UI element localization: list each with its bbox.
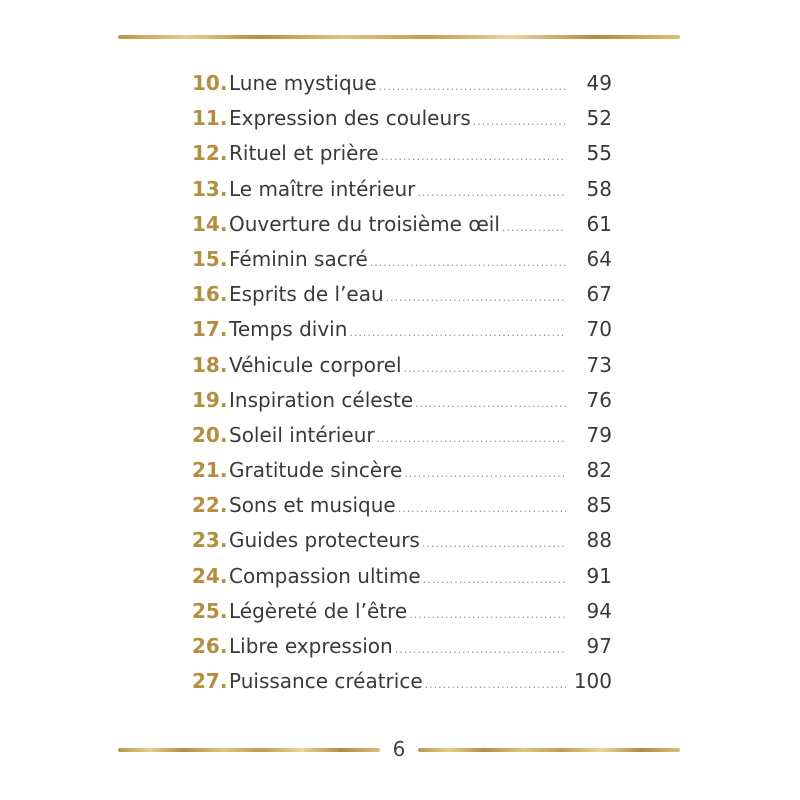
- toc-entry-page: 64: [586, 246, 612, 271]
- toc-entry-number: 20.: [192, 422, 228, 447]
- toc-entry-number: 11.: [192, 106, 228, 131]
- toc-entry[interactable]: [192, 453, 612, 488]
- toc-entry-number: 19.: [192, 387, 228, 412]
- toc-entry-title: Rituel et prière: [229, 141, 379, 166]
- dot-leader: [409, 597, 566, 632]
- toc-entry[interactable]: [192, 629, 612, 664]
- toc-entry[interactable]: [192, 277, 612, 312]
- toc-entry-number: 13.: [192, 176, 228, 201]
- toc-entry-number: 24.: [192, 563, 228, 588]
- toc-entry-title: Gratitude sincère: [229, 458, 403, 483]
- toc-entry-number: 21.: [192, 458, 228, 483]
- toc-entry-number: 25.: [192, 598, 228, 623]
- toc-entry-title: Compassion ultime: [229, 563, 421, 588]
- toc-entry-title: Temps divin: [229, 317, 348, 342]
- dot-leader: [398, 491, 566, 526]
- dot-leader: [395, 632, 566, 667]
- dot-leader: [425, 667, 566, 702]
- toc-entry[interactable]: [192, 66, 612, 101]
- dot-leader: [377, 421, 566, 456]
- toc-entry-title: Expression des couleurs: [229, 106, 471, 131]
- dot-leader: [422, 526, 566, 561]
- toc-entry-number: 26.: [192, 634, 228, 658]
- toc-entry-number: 15.: [192, 246, 228, 271]
- toc-entry[interactable]: [192, 664, 612, 699]
- toc-entry-title: Puissance créatrice: [229, 669, 423, 694]
- page-number: 6: [392, 737, 406, 761]
- dot-leader: [404, 456, 566, 491]
- toc-entry-page: 82: [586, 458, 612, 483]
- bottom-left-gold-rule: [118, 748, 380, 752]
- toc-entry-title: Sons et musique: [229, 493, 396, 518]
- toc-entry[interactable]: [192, 242, 612, 277]
- toc-entry[interactable]: [192, 418, 612, 453]
- toc-entry-title: Soleil intérieur: [229, 422, 375, 447]
- dot-leader: [423, 562, 566, 597]
- dot-leader: [415, 386, 566, 421]
- toc-entry-page: 70: [586, 317, 612, 342]
- toc-entry[interactable]: [192, 559, 612, 594]
- dot-leader: [473, 104, 566, 139]
- toc-entry-page: 88: [586, 528, 612, 553]
- toc-entry-page: 73: [586, 352, 612, 377]
- toc-entry-number: 16.: [192, 282, 228, 307]
- toc-entry-page: 91: [586, 563, 612, 588]
- toc-entry-number: 14.: [192, 211, 228, 236]
- toc-entry-number: 10.: [192, 71, 228, 95]
- toc-entry-number: 27.: [192, 669, 228, 694]
- toc-entry-page: 67: [586, 282, 612, 307]
- toc-entry-title: Légèreté de l’être: [229, 598, 408, 623]
- toc-entry-title: Lune mystique: [229, 71, 377, 95]
- toc-entry-page: 49: [586, 71, 612, 95]
- toc-entry-page: 61: [586, 211, 612, 236]
- toc-entry-title: Libre expression: [229, 634, 393, 658]
- toc-entry-number: 18.: [192, 352, 228, 377]
- toc-entry-page: 97: [586, 634, 612, 658]
- dot-leader: [349, 315, 566, 350]
- dot-leader: [379, 69, 566, 104]
- toc-entry[interactable]: [192, 207, 612, 242]
- toc-entry-title: Féminin sacré: [229, 246, 368, 271]
- toc-entry-page: 100: [573, 669, 612, 694]
- toc-entry[interactable]: [192, 594, 612, 629]
- toc-entry-number: 17.: [192, 317, 228, 342]
- toc-entry[interactable]: [192, 136, 612, 171]
- toc-entry[interactable]: [192, 312, 612, 347]
- toc-entry-title: Inspiration céleste: [229, 387, 414, 412]
- toc-entry-number: 22.: [192, 493, 228, 518]
- toc-entry-title: Véhicule corporel: [229, 352, 402, 377]
- toc-entry-title: Ouverture du troisième œil: [229, 211, 500, 236]
- toc-entry-number: 23.: [192, 528, 228, 553]
- toc-entry-page: 94: [586, 598, 612, 623]
- toc-entry-page: 79: [586, 422, 612, 447]
- toc-entry[interactable]: [192, 488, 612, 523]
- toc-entry[interactable]: [192, 172, 612, 207]
- toc-entry-page: 55: [586, 141, 612, 166]
- toc-entry-title: Esprits de l’eau: [229, 282, 384, 307]
- dot-leader: [381, 139, 566, 174]
- toc-entry-page: 85: [586, 493, 612, 518]
- dot-leader: [502, 210, 566, 245]
- toc-entry[interactable]: [192, 348, 612, 383]
- top-gold-rule: [118, 35, 680, 39]
- table-of-contents: [192, 66, 612, 699]
- toc-entry-page: 76: [586, 387, 612, 412]
- dot-leader: [417, 175, 566, 210]
- toc-entry[interactable]: [192, 101, 612, 136]
- bottom-right-gold-rule: [418, 748, 680, 752]
- toc-entry[interactable]: [192, 523, 612, 558]
- toc-entry-page: 52: [586, 106, 612, 131]
- dot-leader: [386, 280, 566, 315]
- toc-entry[interactable]: [192, 383, 612, 418]
- toc-entry-number: 12.: [192, 141, 228, 166]
- dot-leader: [370, 245, 566, 280]
- dot-leader: [404, 351, 566, 386]
- toc-entry-title: Guides protecteurs: [229, 528, 420, 553]
- toc-entry-title: Le maître intérieur: [229, 176, 416, 201]
- toc-entry-page: 58: [586, 176, 612, 201]
